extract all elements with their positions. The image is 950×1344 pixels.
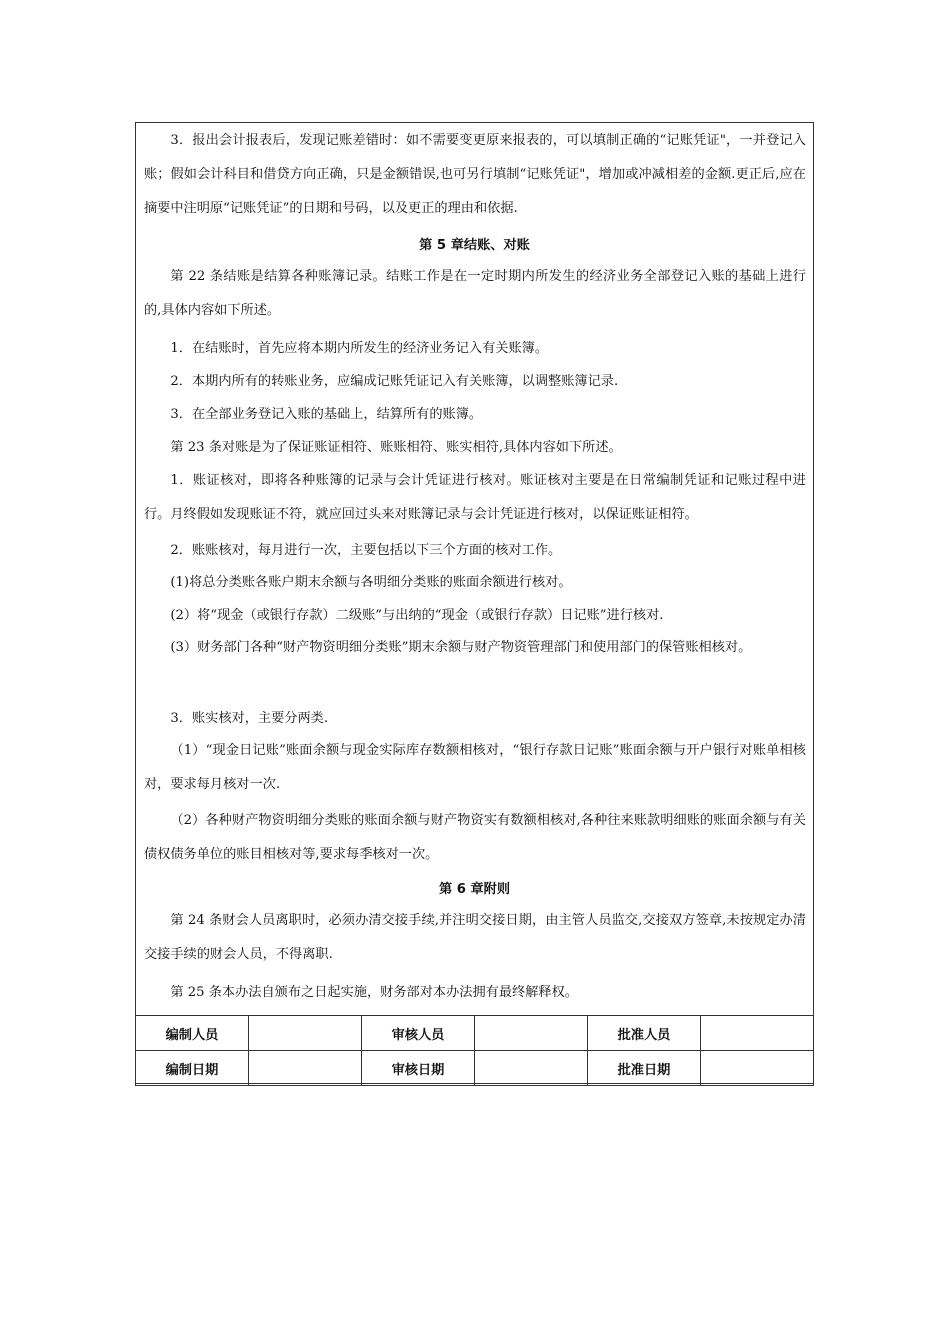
reviewed-by-value[interactable]: [475, 1016, 588, 1051]
article-23-item-2: 2．账账核对，每月进行一次，主要包括以下三个方面的核对工作。: [170, 543, 562, 558]
reviewed-by-label: 审核人员: [362, 1016, 475, 1051]
article-22: 第 22 条结账是结算各种账簿记录。结账工作是在一定时期内所发生的经济业务全部登记入账的基础上进行的,具体内容如下所述。: [144, 269, 806, 318]
article-23-item-3-sub-1: （1）“现金日记账”账面余额与现金实际库存数额相核对，“银行存款日记账”账面余额与开户银行对账单相核对，要求每月核对一次.: [144, 743, 806, 792]
signature-row-dates: [136, 1051, 814, 1086]
prepared-date-value[interactable]: [249, 1051, 362, 1086]
regulation-body: [136, 123, 813, 1015]
prepared-date-label: 编制日期: [136, 1051, 249, 1086]
article-23-item-2-sub-3: (3）财务部门各种“财产物资明细分类账”期末余额与财产物资管理部门和使用部门的保管账相核对。: [170, 640, 752, 655]
approved-by-value[interactable]: [701, 1016, 814, 1051]
signature-table: [135, 1015, 814, 1086]
reviewed-date-label: 审核日期: [362, 1051, 475, 1086]
prepared-by-label: 编制人员: [136, 1016, 249, 1051]
article-24: 第 24 条财会人员离职时，必须办清交接手续,并注明交接日期，由主管人员监交,交接双方签章,未按规定办清交接手续的财会人员，不得离职.: [144, 913, 806, 962]
article-23-item-1: 1．账证核对，即将各种账簿的记录与会计凭证进行核对。账证核对主要是在日常编制凭证和记账过程中进行。月终假如发现账证不符，就应回过头来对账簿记录与会计凭证进行核对，以保证账证相符。: [144, 473, 806, 522]
signature-row-people: [136, 1016, 814, 1051]
article-23-item-2-sub-2: (2）将“现金（或银行存款）二级账”与出纳的“现金（或银行存款）日记账”进行核对.: [170, 608, 664, 623]
article-23-item-3: 3．账实核对，主要分两类.: [170, 711, 329, 726]
chapter-6-heading: 第 6 章附则: [438, 882, 511, 897]
article-23: 第 23 条对账是为了保证账证相符、账账相符、账实相符,具体内容如下所述。: [170, 440, 622, 455]
approved-date-value[interactable]: [701, 1051, 814, 1086]
article-25: 第 25 条本办法自颁布之日起实施，财务部对本办法拥有最终解释权。: [170, 985, 578, 1000]
document-frame: [135, 122, 814, 1084]
approved-date-label: 批准日期: [588, 1051, 701, 1086]
approved-by-label: 批准人员: [588, 1016, 701, 1051]
article-22-item-3: 3．在全部业务登记入账的基础上，结算所有的账簿。: [170, 407, 483, 422]
article-23-item-2-sub-1: (1)将总分类账各账户期末余额与各明细分类账的账面余额进行核对。: [170, 575, 572, 590]
reviewed-date-value[interactable]: [475, 1051, 588, 1086]
article-22-item-2: 2．本期内所有的转账业务，应编成记账凭证记入有关账簿，以调整账簿记录.: [170, 374, 619, 389]
prepared-by-value[interactable]: [249, 1016, 362, 1051]
paragraph-error-correction: 3．报出会计报表后，发现记账差错时：如不需要变更原来报表的，可以填制正确的“记账凭证"，一并登记入账；假如会计科目和借贷方向正确，只是金额错误,也可另行填制“记账凭证"，增加或冲减相差的金额.更正后,应在摘要中注明原“记账凭证”的日期和号码，以及更正的理由和依据.: [144, 133, 806, 216]
article-22-item-1: 1．在结账时，首先应将本期内所发生的经济业务记入有关账簿。: [170, 341, 549, 356]
article-23-item-3-sub-2: （2）各种财产物资明细分类账的账面余额与财产物资实有数额相核对,各种往来账款明细账的账面余额与有关债权债务单位的账目相核对等,要求每季核对一次。: [144, 813, 806, 862]
chapter-5-heading: 第 5 章结账、对账: [419, 238, 530, 253]
